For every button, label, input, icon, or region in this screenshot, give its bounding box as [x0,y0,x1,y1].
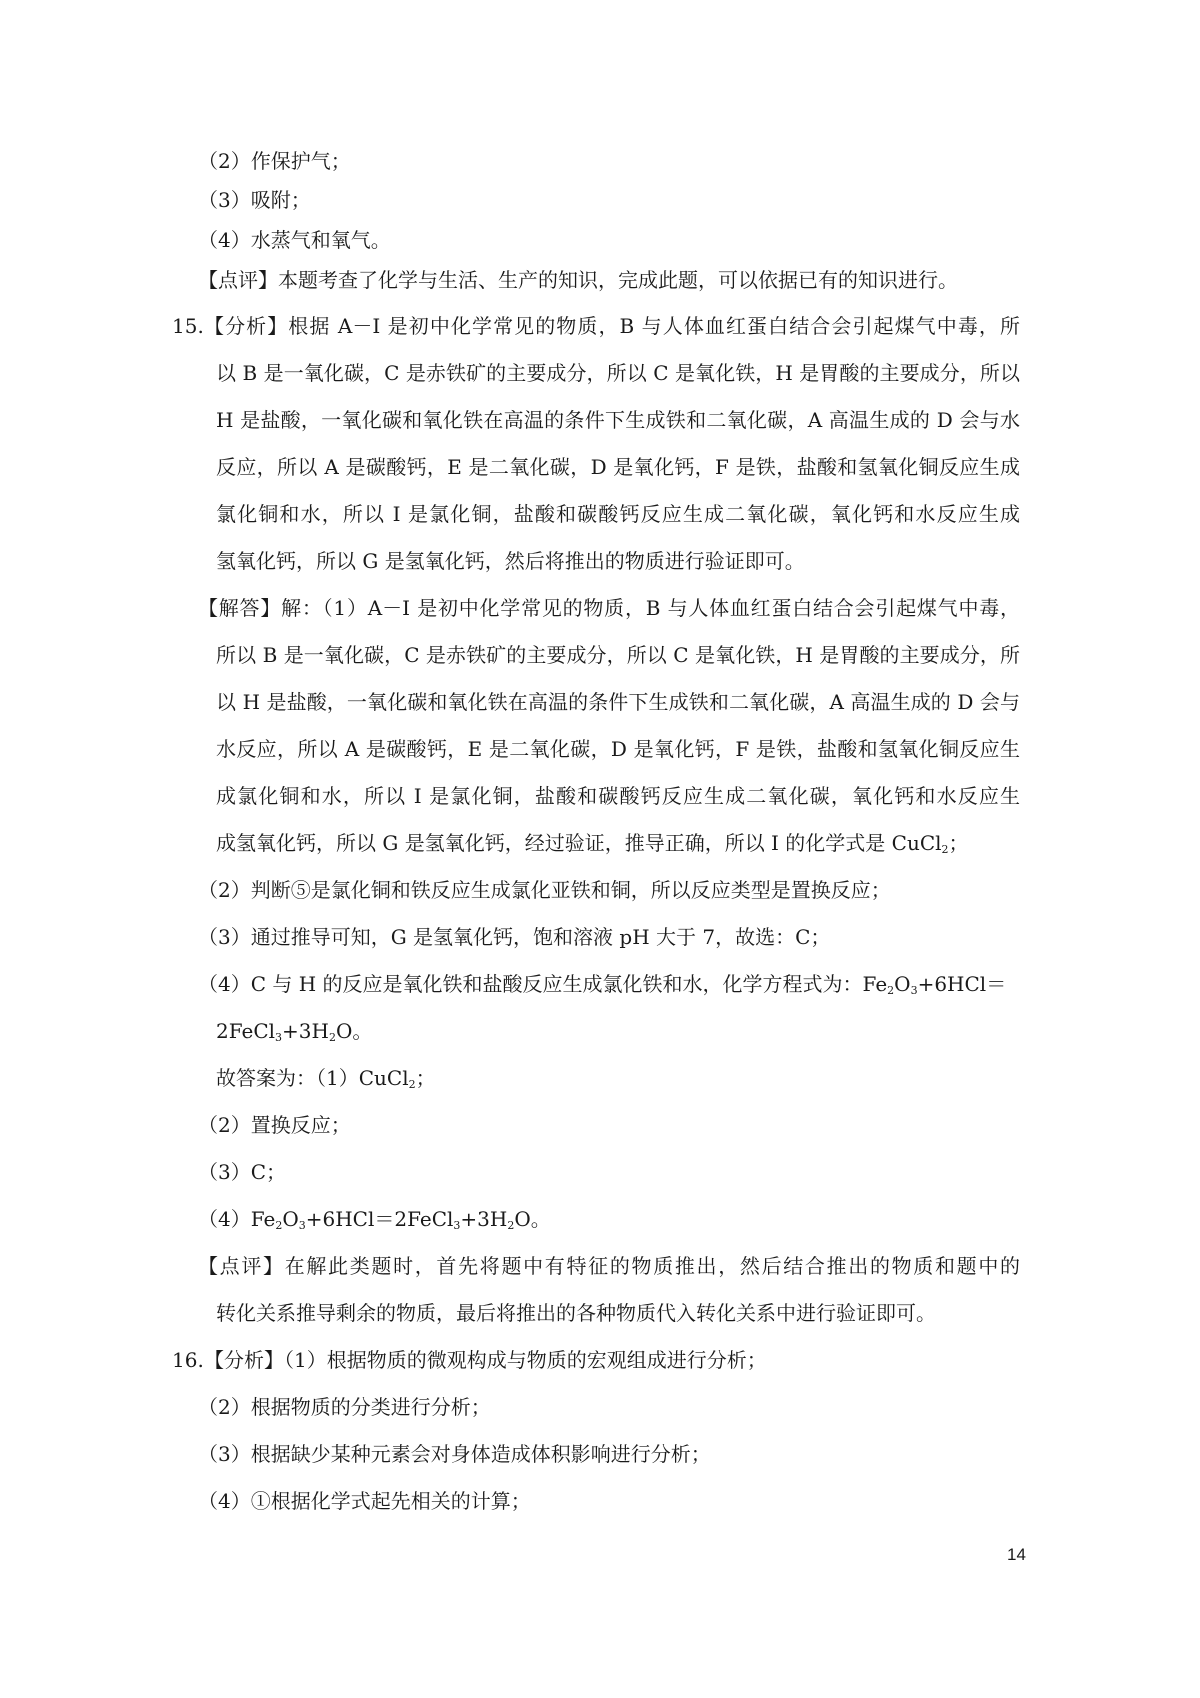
analysis-line: （3）根据缺少某种元素会对身体造成体积影响进行分析； [198,1442,711,1466]
analysis-line: 以 B 是一氧化碳，C 是赤铁矿的主要成分，所以 C 是氧化铁，H 是胃酸的主要成分，所以 [216,361,1020,385]
solution-line: 以 H 是盐酸，一氧化碳和氧化铁在高温的条件下生成铁和二氧化碳，A 高温生成的 D 会与 [216,690,1020,714]
analysis-line: （4）①根据化学式起先相关的计算； [198,1489,531,1513]
analysis-line: 氢氧化钙，所以 G 是氢氧化钙，然后将推出的物质进行验证即可。 [216,549,805,573]
question-number-16: 16. [172,1348,204,1372]
final-answer-line: 故答案为：（1）CuCl$_2$； [216,1066,436,1091]
answer-line: （4）水蒸气和氧气。 [198,228,391,252]
analysis-line: 【分析】根据 A－I 是初中化学常见的物质，B 与人体血红蛋白结合会引起煤气中毒，所 [204,314,1020,338]
page-number: 14 [1007,1545,1026,1564]
question-number-15: 15. [172,314,204,338]
comment-line: 【点评】本题考查了化学与生活、生产的知识，完成此题，可以依据已有的知识进行。 [198,268,958,292]
solution-line: 成氢氧化钙，所以 G 是氢氧化钙，经过验证，推导正确，所以 I 的化学式是 CuCl$_2$； [216,831,969,856]
analysis-line: H 是盐酸，一氧化碳和氧化铁在高温的条件下生成铁和二氧化碳，A 高温生成的 D 会与水 [216,408,1020,432]
solution-line: 水反应，所以 A 是碳酸钙，E 是二氧化碳，D 是氧化钙，F 是铁，盐酸和氢氧化铜反应生 [216,737,1020,761]
solution-line: （4）C 与 H 的反应是氧化铁和盐酸反应生成氯化铁和水，化学方程式为：$Fe_2O_3+6HCl=$ [198,972,1007,997]
final-answer-line: $(4)Fe_2O_3+6HCl=2FeCl_3+3H_2O$。 [198,1207,551,1232]
analysis-line: 氯化铜和水，所以 I 是氯化铜，盐酸和碳酸钙反应生成二氧化碳，氧化钙和水反应生成 [216,502,1020,526]
solution-line: （2）判断⑤是氯化铜和铁反应生成氯化亚铁和铜，所以反应类型是置换反应； [198,878,891,902]
solution-line: 【解答】解：（1）A－I 是初中化学常见的物质，B 与人体血红蛋白结合会引起煤气中毒， [198,596,1020,620]
analysis-line: （2）根据物质的分类进行分析； [198,1395,491,1419]
final-answer-line: （2）置换反应； [198,1113,351,1137]
solution-line: 所以 B 是一氧化碳，C 是赤铁矿的主要成分，所以 C 是氧化铁，H 是胃酸的主要成分，所 [216,643,1020,667]
answer-line: （3）吸附； [198,188,311,212]
analysis-line: 反应，所以 A 是碳酸钙，E 是二氧化碳，D 是氧化钙，F 是铁，盐酸和氢氧化铜反应生成 [216,455,1020,479]
solution-line: （3）通过推导可知，G 是氢氧化钙，饱和溶液 pH 大于 7，故选：C； [198,925,831,949]
final-answer-line: （3）C； [198,1160,287,1184]
comment-line: 【点评】在解此类题时，首先将题中有特征的物质推出，然后结合推出的物质和题中的 [198,1254,1020,1278]
comment-line: 转化关系推导剩余的物质，最后将推出的各种物质代入转化关系中进行验证即可。 [216,1301,936,1325]
analysis-line: 【分析】（1）根据物质的微观构成与物质的宏观组成进行分析； [204,1348,767,1372]
answer-line: （2）作保护气； [198,149,351,173]
solution-line: 成氯化铜和水，所以 I 是氯化铜，盐酸和碳酸钙反应生成二氧化碳，氧化钙和水反应生 [216,784,1020,808]
solution-line: $2FeCl_3+3H_2O$。 [216,1019,373,1044]
